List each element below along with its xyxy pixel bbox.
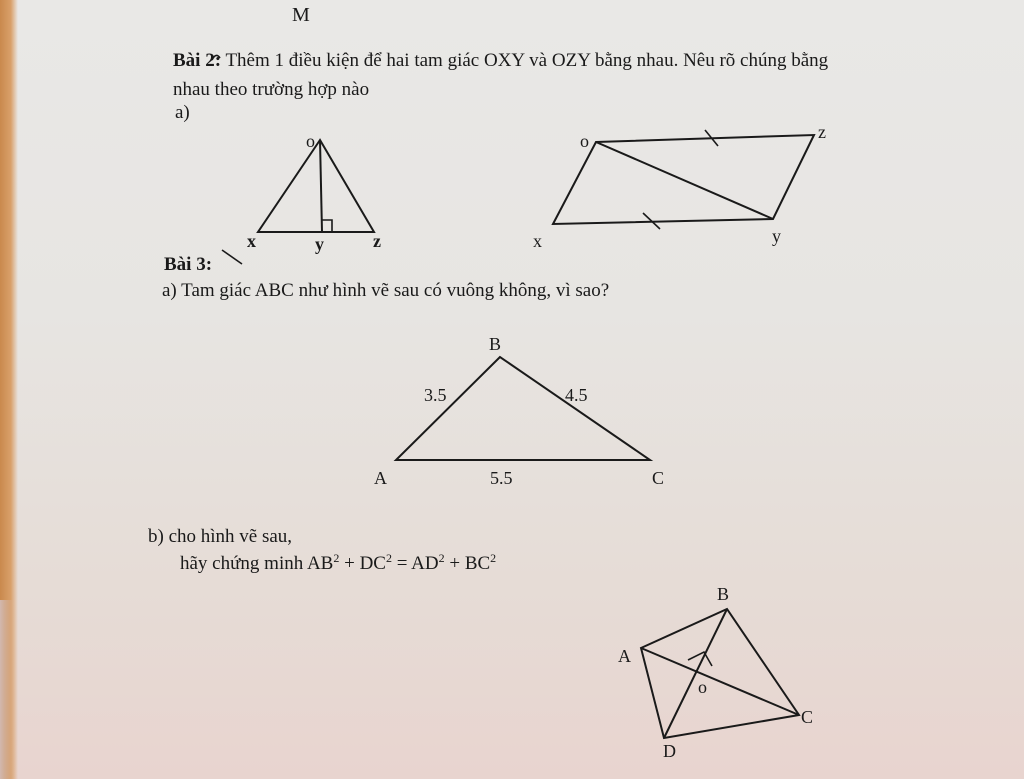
bai2-question-line2: nhau theo trường hợp nào [173,79,370,100]
triangle-abc [374,334,664,488]
quad-label-a: A [618,646,631,666]
fig1-label-x: x [247,231,256,251]
fig2-label-o: o [580,131,589,151]
header-letter: M [292,4,310,26]
eq-exp-1: 2 [333,551,340,565]
fig2-label-z: z [818,122,826,142]
fig1-label-y: y [315,234,324,254]
fig2-label-x: x [533,231,542,251]
quad-label-o: o [698,677,707,697]
eq-exp-2: 2 [385,551,392,565]
quad-abcd-outline [641,609,799,738]
tri-label-a: A [374,468,387,488]
quad-label-d: D [663,741,676,761]
tri-label-b: B [489,334,502,354]
right-angle-mark-y [322,220,332,232]
triangle-oxz-outline [258,140,374,232]
equation-prefix: hãy chứng minh [180,553,307,574]
bai3-part-b-line1: b) cho hình vẽ sau, [148,526,293,547]
bai3-title: Bài 3: [164,254,213,275]
bai3-part-a: a) Tam giác ABC như hình vẽ sau có vuông không, vì sao? [162,280,610,301]
figure1-triangle-oxz [247,131,381,254]
triangle-abc-outline [396,357,650,460]
fig1-label-o: o [306,131,315,151]
eq-term-dc: DC [359,553,386,574]
eq-exp-3: 2 [438,551,445,565]
pen-mark-2 [212,55,220,60]
pen-mark-3 [222,250,242,264]
eq-exp-4: 2 [490,551,497,565]
bai2-part-a: a) [175,102,190,123]
eq-plus-1: + [339,553,360,574]
quad-label-b: B [717,584,730,604]
side-ac-length: 5.5 [490,468,513,488]
quad-label-c: C [801,707,814,727]
bai2-title: Bài 2: [173,50,222,71]
eq-term-bc: BC [464,553,491,574]
figure2-parallelogram-ozyx [533,122,826,251]
fig2-label-y: y [772,226,781,246]
quadrilateral-abcd [618,584,813,761]
side-bc-length: 4.5 [565,385,588,405]
tri-label-c: C [652,468,665,488]
eq-plus-2: + [444,553,465,574]
bai2-question-line1: Thêm 1 điều kiện để hai tam giác OXY và OZY bằng nhau. Nêu rõ chúng bằng [225,50,829,71]
eq-term-ab: AB [306,553,334,574]
eq-equals: = [391,553,412,574]
diagonal-bd [664,609,727,738]
fig1-label-z: z [373,231,381,251]
altitude-oy [320,140,322,232]
side-ab-length: 3.5 [424,385,447,405]
diagonal-oy [596,142,773,219]
eq-term-ad: AD [411,553,439,574]
